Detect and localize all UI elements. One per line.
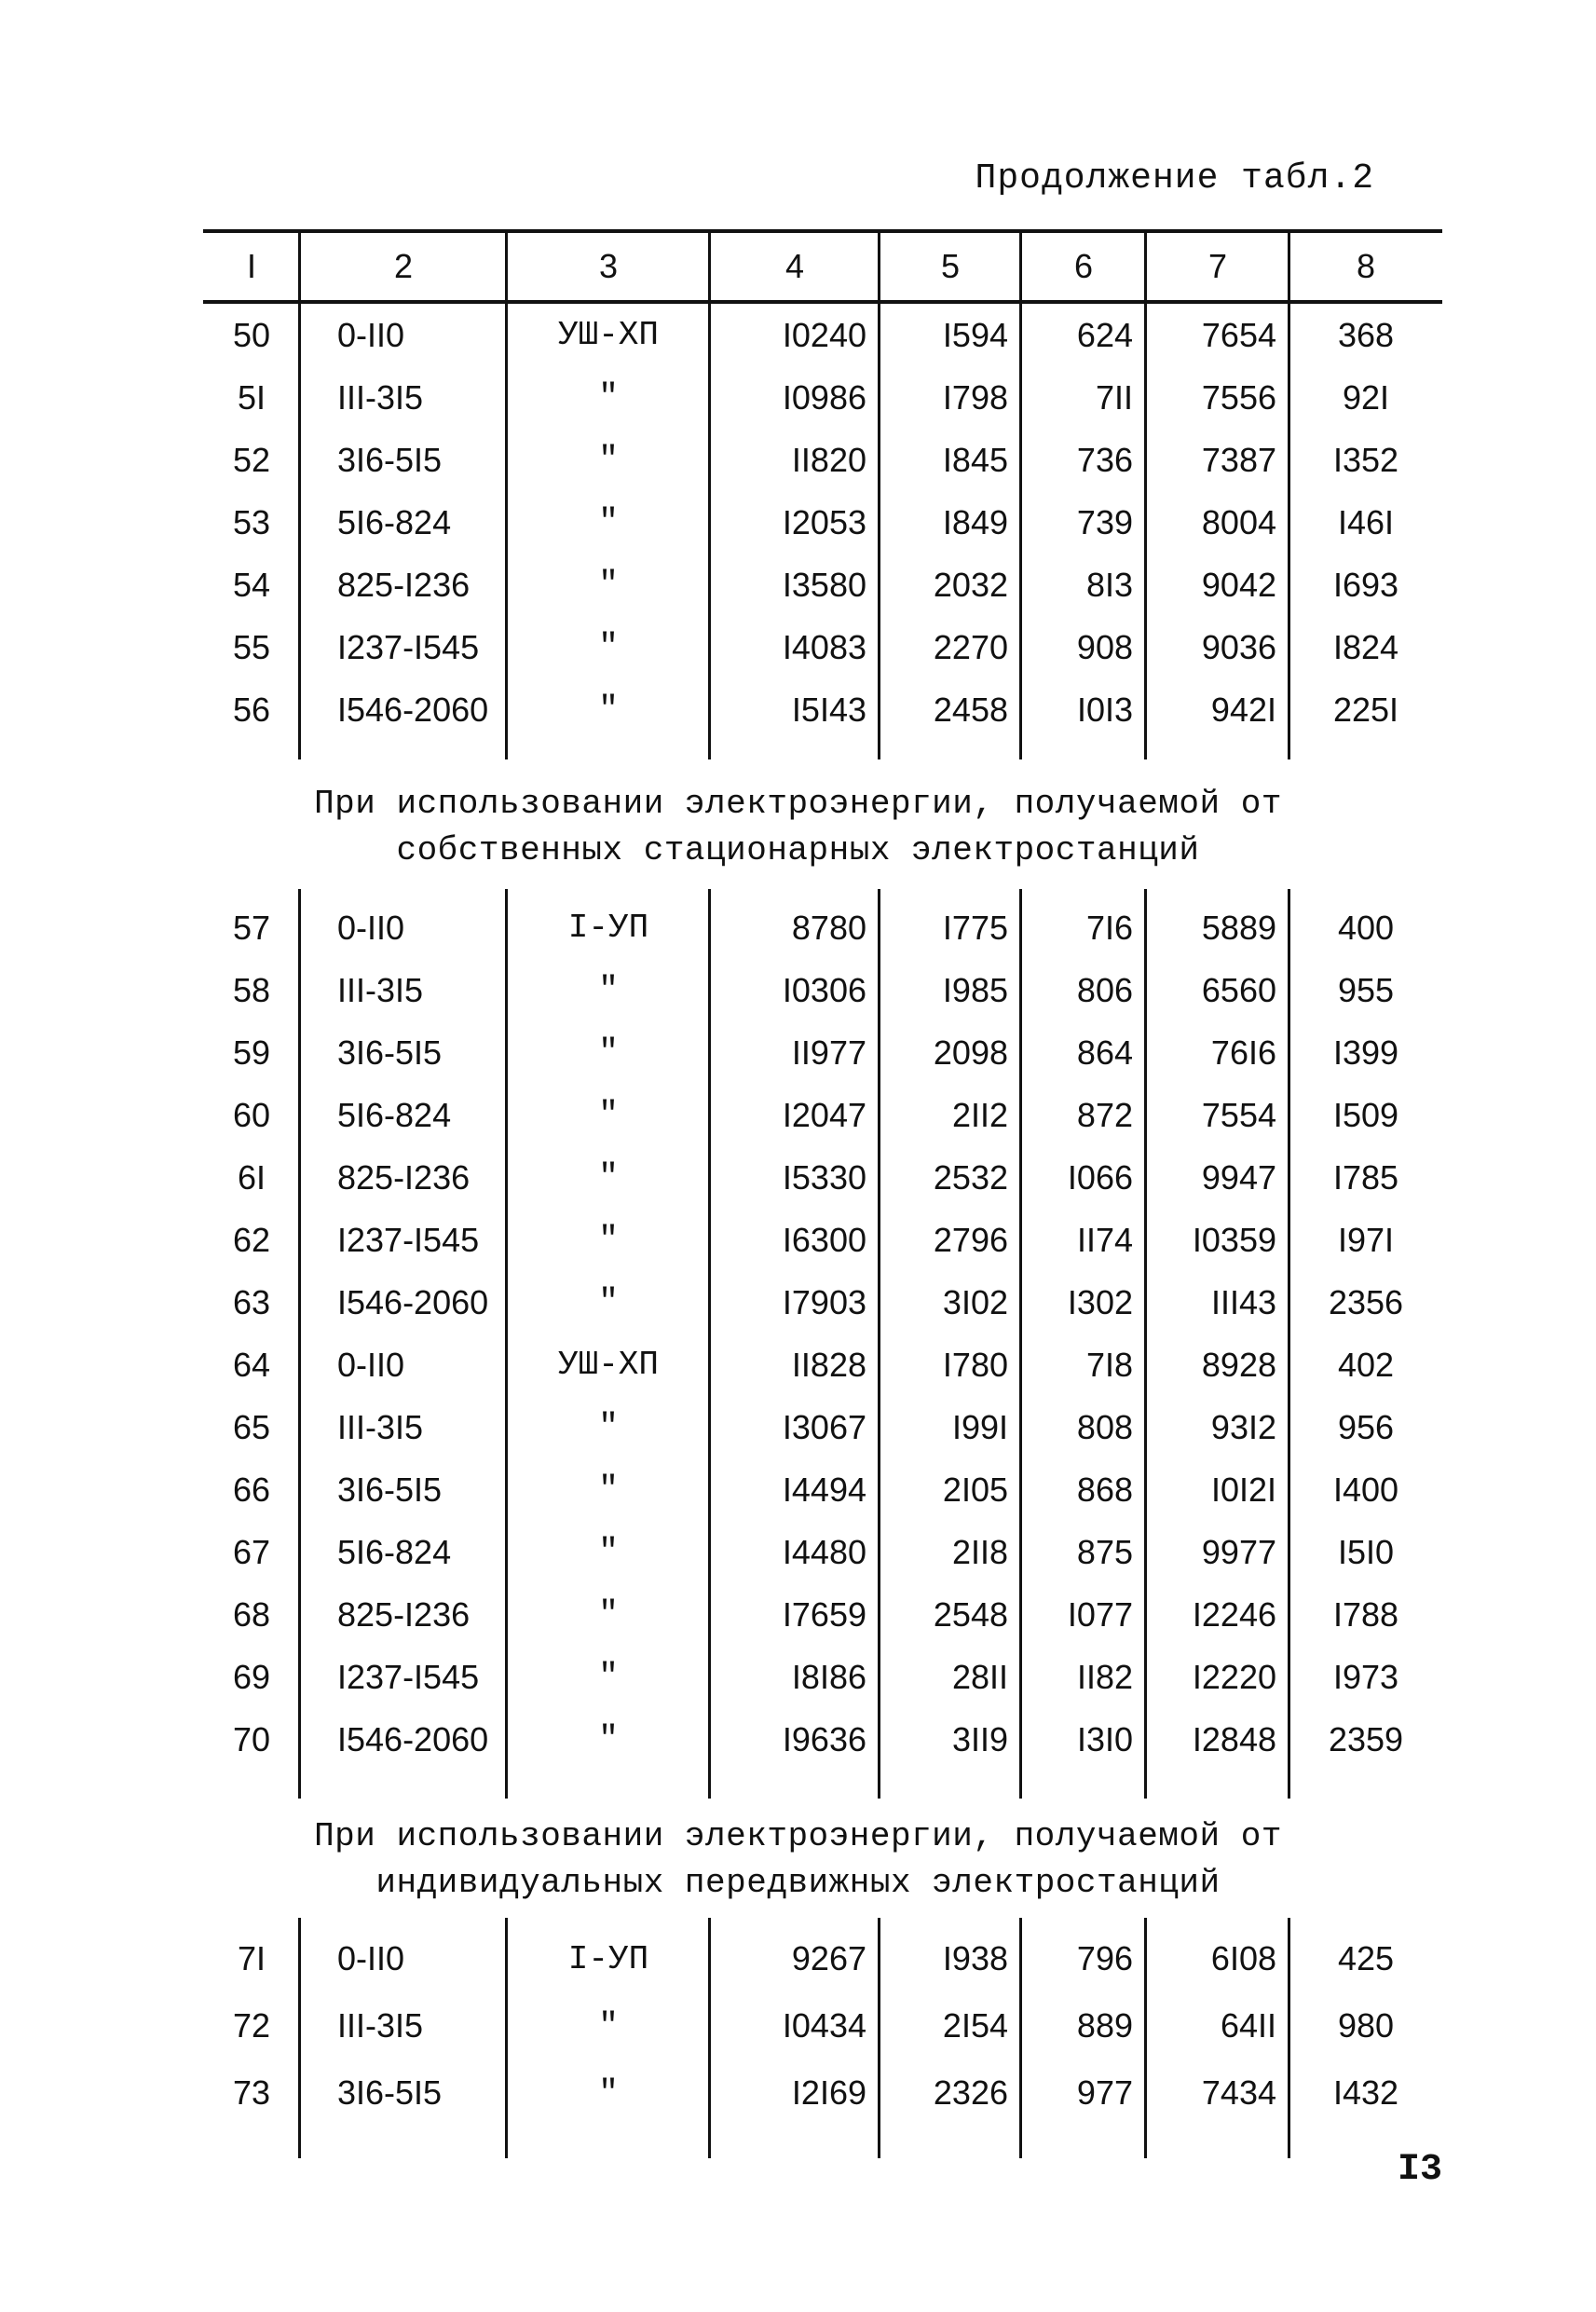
column-divider: [505, 889, 508, 1799]
table-cell-col-1: 60: [232, 1095, 271, 1134]
table-cell-col-4: I0306: [782, 970, 866, 1009]
table-cell-col-4: I6300: [782, 1220, 866, 1259]
table-cell-col-6: 868: [1076, 1470, 1133, 1509]
table-cell-col-3: ": [598, 971, 619, 1009]
column-divider: [1288, 229, 1290, 304]
header-col-1: I: [246, 247, 256, 285]
table-cell-col-4: I7903: [782, 1282, 866, 1321]
table-cell-col-1: 50: [232, 315, 271, 354]
table-cell-col-3: ": [598, 378, 619, 417]
table-cell-col-1: 64: [232, 1345, 271, 1384]
table-cell-col-8: I785: [1332, 1157, 1399, 1197]
table-cell-col-4: I4083: [782, 627, 866, 666]
table-cell-col-5: 2I05: [942, 1470, 1008, 1509]
table-cell-col-8: I400: [1332, 1470, 1399, 1509]
table-cell-col-4: II820: [791, 440, 866, 479]
table-row: [203, 554, 1442, 616]
table-cell-col-7: 64II: [1220, 2006, 1276, 2045]
table-cell-col-3: ": [598, 566, 619, 604]
table-cell-col-7: 6560: [1201, 970, 1276, 1009]
table-block-2: [203, 896, 1442, 1771]
table-cell-col-4: II977: [791, 1033, 866, 1072]
table-cell-col-6: 739: [1076, 502, 1133, 541]
table-cell-col-2: 5I6-824: [337, 1095, 452, 1134]
table-cell-col-1: 63: [232, 1282, 271, 1321]
table-cell-col-4: I0240: [782, 315, 866, 354]
page-number: I3: [1397, 2149, 1442, 2191]
table-cell-col-3: I-УП: [567, 909, 649, 947]
table-header: [203, 229, 1442, 300]
table-cell-col-5: I775: [942, 908, 1008, 947]
table-cell-col-7: III43: [1210, 1282, 1276, 1321]
table-cell-col-8: I46I: [1337, 502, 1395, 541]
table-row: [203, 1021, 1442, 1084]
table-cell-col-5: 2326: [933, 2073, 1008, 2112]
table-row: [203, 2059, 1442, 2127]
header-col-2: 2: [393, 247, 414, 285]
table-cell-col-6: II74: [1076, 1220, 1133, 1259]
table-cell-col-7: 93I2: [1210, 1407, 1276, 1446]
table-cell-col-2: 3I6-5I5: [337, 2073, 443, 2112]
table-row: [203, 1458, 1442, 1521]
column-divider: [1288, 296, 1290, 759]
table-cell-col-4: I3580: [782, 565, 866, 604]
table-cell-col-6: I3I0: [1076, 1719, 1133, 1758]
table-cell-col-7: I2246: [1192, 1594, 1276, 1634]
table-cell-col-7: I2220: [1192, 1657, 1276, 1696]
table-cell-col-2: 3I6-5I5: [337, 440, 443, 479]
table-row: [203, 896, 1442, 959]
table-row: [203, 1334, 1442, 1396]
table-cell-col-2: 3I6-5I5: [337, 1033, 443, 1072]
table-cell-col-1: 65: [232, 1407, 271, 1446]
table-cell-col-8: I352: [1332, 440, 1399, 479]
table-cell-col-2: I237-I545: [337, 1657, 480, 1696]
table-cell-col-2: 825-I236: [337, 565, 471, 604]
table-cell-col-5: 2458: [933, 690, 1008, 729]
table-cell-col-5: 2098: [933, 1033, 1008, 1072]
table-cell-col-1: 56: [232, 690, 271, 729]
table-cell-col-7: 9947: [1201, 1157, 1276, 1197]
table-cell-col-4: 9267: [791, 1939, 866, 1977]
table-cell-col-3: ": [598, 1471, 619, 1509]
header-col-3: 3: [598, 247, 619, 285]
table-cell-col-5: 2I54: [942, 2006, 1008, 2045]
table-cell-col-4: I5I43: [791, 690, 866, 729]
table-cell-col-8: 368: [1337, 315, 1395, 354]
table-cell-col-1: 68: [232, 1594, 271, 1634]
column-divider: [298, 296, 301, 759]
table-cell-col-8: 955: [1337, 970, 1395, 1009]
table-cell-col-2: I237-I545: [337, 627, 480, 666]
table-row: [203, 1396, 1442, 1458]
table-cell-col-1: 69: [232, 1657, 271, 1696]
column-divider: [1019, 296, 1022, 759]
column-divider: [1144, 889, 1147, 1799]
table-cell-col-5: I594: [942, 315, 1008, 354]
table-cell-col-7: 7434: [1201, 2073, 1276, 2112]
table-cell-col-2: 0-II0: [337, 315, 405, 354]
table-cell-col-6: I302: [1067, 1282, 1133, 1321]
table-cell-col-6: 977: [1076, 2073, 1133, 2112]
table-row: [203, 491, 1442, 554]
table-cell-col-8: I824: [1332, 627, 1399, 666]
table-cell-col-1: 67: [232, 1532, 271, 1571]
table-cell-col-4: 8780: [791, 908, 866, 947]
table-cell-col-5: 2II8: [951, 1532, 1008, 1571]
table-cell-col-4: I8I86: [791, 1657, 866, 1696]
table-cell-col-1: 72: [232, 2006, 271, 2045]
table-cell-col-8: I509: [1332, 1095, 1399, 1134]
table-cell-col-5: I798: [942, 377, 1008, 417]
table-row: [203, 1925, 1442, 1992]
column-divider: [505, 1918, 508, 2158]
table-cell-col-4: I9636: [782, 1719, 866, 1758]
table-cell-col-3: ": [598, 691, 619, 729]
column-divider: [1144, 296, 1147, 759]
table-cell-col-7: 6I08: [1210, 1939, 1276, 1977]
column-divider: [298, 229, 301, 304]
table-row: [203, 1084, 1442, 1146]
column-divider: [1019, 1918, 1022, 2158]
table-cell-col-5: I845: [942, 440, 1008, 479]
column-divider: [505, 296, 508, 759]
table-cell-col-8: 956: [1337, 1407, 1395, 1446]
table-row: [203, 1271, 1442, 1334]
table-cell-col-4: I2I69: [791, 2073, 866, 2112]
table-row: [203, 1583, 1442, 1646]
table-cell-col-6: 806: [1076, 970, 1133, 1009]
table-cell-col-7: 7556: [1201, 377, 1276, 417]
table-cell-col-2: 5I6-824: [337, 1532, 452, 1571]
column-divider: [298, 889, 301, 1799]
table-cell-col-2: III-3I5: [337, 970, 424, 1009]
table-cell-col-6: 864: [1076, 1033, 1133, 1072]
table-cell-col-6: I0I3: [1076, 690, 1133, 729]
table-cell-col-4: I5330: [782, 1157, 866, 1197]
table-cell-col-5: 3I02: [942, 1282, 1008, 1321]
table-cell-col-6: II82: [1076, 1657, 1133, 1696]
column-divider: [505, 229, 508, 304]
table-row: [203, 959, 1442, 1021]
table-cell-col-3: ": [598, 628, 619, 666]
table-cell-col-1: 7I: [237, 1939, 266, 1977]
table-cell-col-6: 908: [1076, 627, 1133, 666]
table-cell-col-5: I99I: [951, 1407, 1008, 1446]
column-divider: [1144, 1918, 1147, 2158]
table-cell-col-1: 55: [232, 627, 271, 666]
section-note-1-line-1: При использовании электроэнергии, получаемой от: [314, 785, 1282, 823]
table-cell-col-7: I0359: [1192, 1220, 1276, 1259]
table-cell-col-3: ": [598, 1033, 619, 1072]
table-cell-col-8: I693: [1332, 565, 1399, 604]
section-note-1: [0, 781, 1596, 874]
header-col-4: 4: [784, 247, 805, 285]
table-cell-col-5: 2032: [933, 565, 1008, 604]
table-cell-col-2: 0-II0: [337, 1939, 405, 1977]
table-row: [203, 678, 1442, 741]
table-cell-col-3: ": [598, 1720, 619, 1758]
table-cell-col-3: ": [598, 1658, 619, 1696]
table-caption: Продолжение табл.2: [975, 158, 1374, 198]
table-cell-col-6: I077: [1067, 1594, 1133, 1634]
table-cell-col-6: 808: [1076, 1407, 1133, 1446]
table-cell-col-5: 2796: [933, 1220, 1008, 1259]
table-cell-col-2: 3I6-5I5: [337, 1470, 443, 1509]
table-cell-col-5: I780: [942, 1345, 1008, 1384]
table-cell-col-5: 2532: [933, 1157, 1008, 1197]
section-note-2: [0, 1813, 1596, 1907]
column-divider: [878, 229, 880, 304]
table-cell-col-2: 825-I236: [337, 1594, 471, 1634]
table-cell-col-7: 9042: [1201, 565, 1276, 604]
table-cell-col-3: I-УП: [567, 1939, 649, 1978]
table-cell-col-3: ": [598, 1283, 619, 1321]
table-cell-col-6: 875: [1076, 1532, 1133, 1571]
column-divider: [878, 296, 880, 759]
table-cell-col-8: 225I: [1332, 690, 1399, 729]
header-row: [203, 233, 1442, 300]
table-cell-col-2: I546-2060: [337, 1282, 489, 1321]
header-col-7: 7: [1207, 247, 1228, 285]
table-cell-col-4: I3067: [782, 1407, 866, 1446]
table-cell-col-5: 2II2: [951, 1095, 1008, 1134]
table-cell-col-3: УШ-ХП: [557, 316, 660, 354]
header-col-6: 6: [1073, 247, 1094, 285]
table-cell-col-4: I7659: [782, 1594, 866, 1634]
table-cell-col-8: 980: [1337, 2006, 1395, 2045]
table-cell-col-8: 425: [1337, 1939, 1395, 1977]
table-cell-col-6: 796: [1076, 1939, 1133, 1977]
table-cell-col-3: ": [598, 1533, 619, 1571]
table-row: [203, 1521, 1442, 1583]
column-divider: [708, 1918, 711, 2158]
table-cell-col-3: ": [598, 1221, 619, 1259]
table-cell-col-1: 62: [232, 1220, 271, 1259]
column-divider: [1144, 229, 1147, 304]
table-cell-col-3: ": [598, 1595, 619, 1634]
table-cell-col-6: 872: [1076, 1095, 1133, 1134]
table-cell-col-7: 7387: [1201, 440, 1276, 479]
table-cell-col-3: ": [598, 1096, 619, 1134]
table-cell-col-2: III-3I5: [337, 1407, 424, 1446]
table-cell-col-2: 5I6-824: [337, 502, 452, 541]
table-cell-col-7: 76I6: [1210, 1033, 1276, 1072]
column-divider: [878, 889, 880, 1799]
table-cell-col-3: ": [598, 441, 619, 479]
table-cell-col-8: I432: [1332, 2073, 1399, 2112]
table-cell-col-1: 66: [232, 1470, 271, 1509]
table-row: [203, 429, 1442, 491]
table-cell-col-3: ": [598, 1158, 619, 1197]
table-cell-col-6: 8I3: [1085, 565, 1133, 604]
table-row: [203, 1646, 1442, 1708]
table-cell-col-5: 3II9: [951, 1719, 1008, 1758]
column-divider: [708, 889, 711, 1799]
table-cell-col-1: 58: [232, 970, 271, 1009]
table-cell-col-1: 5I: [237, 377, 266, 417]
table-cell-col-5: 2270: [933, 627, 1008, 666]
table-cell-col-7: 7554: [1201, 1095, 1276, 1134]
table-cell-col-1: 73: [232, 2073, 271, 2112]
table-cell-col-4: I4494: [782, 1470, 866, 1509]
table-cell-col-2: I546-2060: [337, 1719, 489, 1758]
section-note-1-line-2: собственных стационарных электростанций: [396, 831, 1200, 869]
table-cell-col-8: I97I: [1337, 1220, 1395, 1259]
table-cell-col-6: 736: [1076, 440, 1133, 479]
table-cell-col-1: 52: [232, 440, 271, 479]
table-cell-col-2: III-3I5: [337, 2006, 424, 2045]
table-cell-col-1: 53: [232, 502, 271, 541]
table-cell-col-8: I973: [1332, 1657, 1399, 1696]
table-cell-col-3: ": [598, 503, 619, 541]
table-cell-col-8: 402: [1337, 1345, 1395, 1384]
table-block-1: [203, 304, 1442, 741]
table-block-3: [203, 1925, 1442, 2127]
table-cell-col-4: I4480: [782, 1532, 866, 1571]
table-cell-col-7: I2848: [1192, 1719, 1276, 1758]
table-cell-col-6: 7I8: [1085, 1345, 1133, 1384]
table-cell-col-7: I0I2I: [1210, 1470, 1276, 1509]
table-cell-col-3: ": [598, 2006, 619, 2045]
table-row: [203, 1708, 1442, 1771]
table-cell-col-7: 9036: [1201, 627, 1276, 666]
table-cell-col-6: 624: [1076, 315, 1133, 354]
table-cell-col-2: I546-2060: [337, 690, 489, 729]
table-cell-col-5: I938: [942, 1939, 1008, 1977]
table-cell-col-8: 2356: [1328, 1282, 1404, 1321]
column-divider: [1019, 229, 1022, 304]
table-cell-col-5: I849: [942, 502, 1008, 541]
table-cell-col-7: 9977: [1201, 1532, 1276, 1571]
column-divider: [1288, 1918, 1290, 2158]
table-cell-col-6: 7I6: [1085, 908, 1133, 947]
table-cell-col-4: II828: [791, 1345, 866, 1384]
table-cell-col-1: 54: [232, 565, 271, 604]
table-cell-col-6: 889: [1076, 2006, 1133, 2045]
header-top-rule: [203, 229, 1442, 233]
table-cell-col-2: I237-I545: [337, 1220, 480, 1259]
column-divider: [298, 1918, 301, 2158]
table-cell-col-7: 8928: [1201, 1345, 1276, 1384]
table-cell-col-8: 2359: [1328, 1719, 1404, 1758]
table-row: [203, 304, 1442, 366]
table-cell-col-3: УШ-ХП: [557, 1346, 660, 1384]
table-cell-col-1: 70: [232, 1719, 271, 1758]
table-row: [203, 1992, 1442, 2059]
section-note-2-line-2: индивидуальных передвижных электростанций: [375, 1864, 1221, 1902]
table-cell-col-2: 825-I236: [337, 1157, 471, 1197]
header-col-8: 8: [1356, 247, 1376, 285]
section-note-2-line-1: При использовании электроэнергии, получаемой от: [314, 1817, 1282, 1855]
table-cell-col-7: 7654: [1201, 315, 1276, 354]
table-cell-col-7: 942I: [1210, 690, 1276, 729]
column-divider: [1019, 889, 1022, 1799]
table-cell-col-8: I5I0: [1337, 1532, 1395, 1571]
table-cell-col-8: I399: [1332, 1033, 1399, 1072]
table-cell-col-4: I0986: [782, 377, 866, 417]
table-cell-col-6: I066: [1067, 1157, 1133, 1197]
table-cell-col-7: 5889: [1201, 908, 1276, 947]
table-cell-col-5: 2548: [933, 1594, 1008, 1634]
column-divider: [1288, 889, 1290, 1799]
table-cell-col-4: I2053: [782, 502, 866, 541]
table-row: [203, 1209, 1442, 1271]
table-cell-col-3: ": [598, 2073, 619, 2113]
table-cell-col-5: I985: [942, 970, 1008, 1009]
table-cell-col-2: 0-II0: [337, 1345, 405, 1384]
table-row: [203, 616, 1442, 678]
table-cell-col-8: I788: [1332, 1594, 1399, 1634]
table-cell-col-1: 57: [232, 908, 271, 947]
column-divider: [708, 229, 711, 304]
column-divider: [878, 1918, 880, 2158]
table-cell-col-5: 28II: [951, 1657, 1008, 1696]
table-cell-col-1: 6I: [237, 1157, 266, 1197]
table-cell-col-3: ": [598, 1408, 619, 1446]
table-row: [203, 1146, 1442, 1209]
table-cell-col-4: I2047: [782, 1095, 866, 1134]
table-cell-col-4: I0434: [782, 2006, 866, 2045]
table-cell-col-1: 59: [232, 1033, 271, 1072]
table-cell-col-2: 0-II0: [337, 908, 405, 947]
table-cell-col-7: 8004: [1201, 502, 1276, 541]
header-col-5: 5: [940, 247, 961, 285]
table-cell-col-2: III-3I5: [337, 377, 424, 417]
table-cell-col-8: 400: [1337, 908, 1395, 947]
table-row: [203, 366, 1442, 429]
column-divider: [708, 296, 711, 759]
table-cell-col-6: 7II: [1095, 377, 1133, 417]
table-cell-col-8: 92I: [1342, 377, 1390, 417]
